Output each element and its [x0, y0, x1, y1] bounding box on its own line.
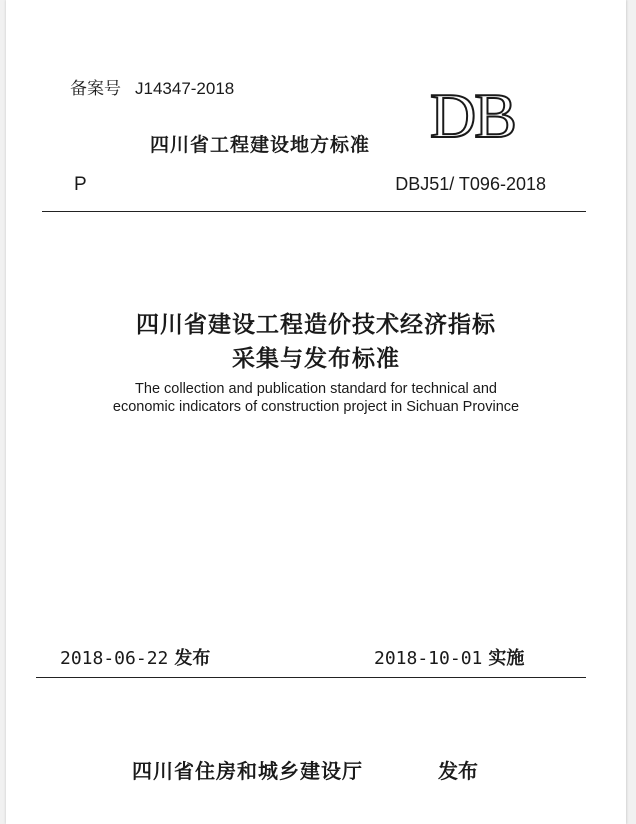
title-cn-line1: 四川省建设工程造价技术经济指标 [136, 312, 496, 338]
category-code: P [74, 174, 87, 195]
top-divider [42, 211, 586, 212]
record-label: 备案号 [70, 79, 121, 99]
document-page [6, 0, 626, 824]
effective-date-label: 实施 [488, 648, 525, 669]
issue-date-value: 2018-06-22 [60, 648, 169, 669]
issue-date-label: 发布 [174, 648, 211, 669]
publishing-authority: 四川省住房和城乡建设厅 [132, 759, 363, 783]
title-cn-line2: 采集与发布标准 [232, 346, 400, 372]
effective-date [374, 644, 524, 670]
standard-issuer: 四川省工程建设地方标准 [150, 134, 371, 156]
title-en-line1: The collection and publication standard for technical and [135, 381, 497, 397]
publish-label: 发布 [438, 759, 478, 783]
issue-date [60, 644, 210, 670]
record-value: J14347-2018 [135, 79, 235, 98]
standard-code: DBJ51/ T096-2018 [395, 174, 546, 194]
effective-date-value: 2018-10-01 [374, 648, 483, 669]
record-number [70, 74, 234, 99]
bottom-divider [36, 677, 586, 678]
db-logo: DB [430, 80, 515, 151]
title-en-line2: economic indicators of construction project in Sichuan Province [112, 399, 520, 415]
